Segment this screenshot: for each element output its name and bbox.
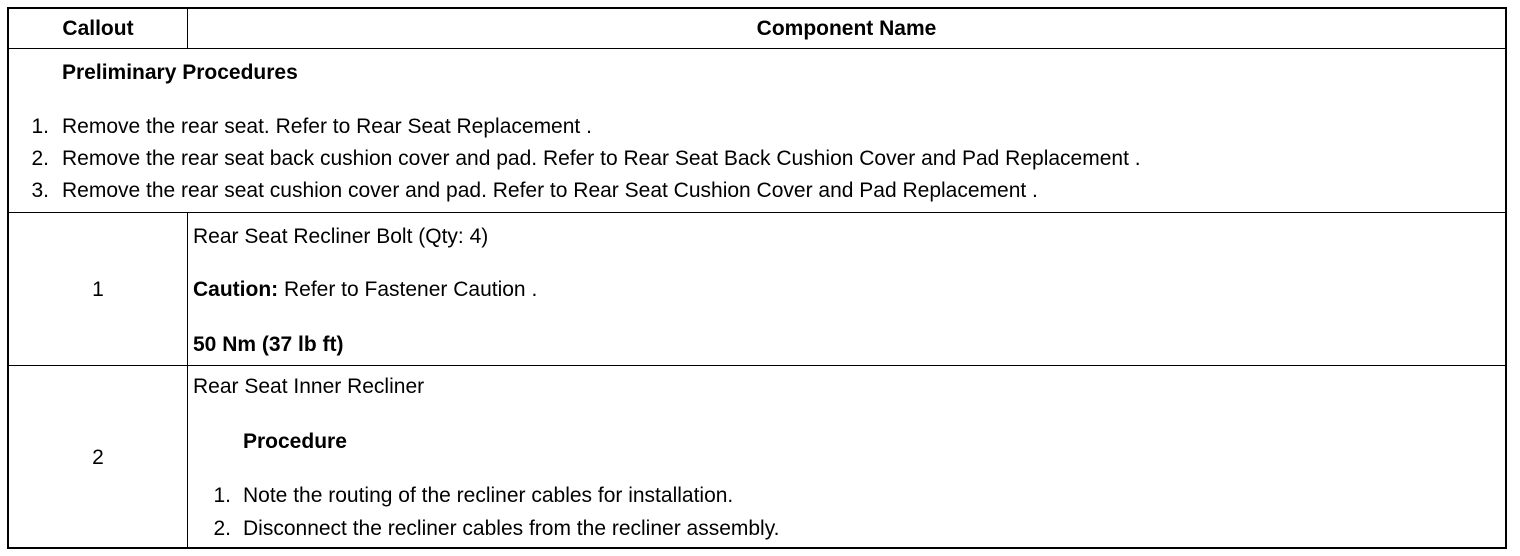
header-callout: Callout	[62, 17, 134, 40]
table-header-row	[9, 9, 1505, 49]
list-item-number: 2.	[213, 517, 231, 540]
preliminary-title: Preliminary Procedures	[62, 61, 298, 84]
table-row	[9, 366, 1505, 549]
column-divider	[187, 366, 188, 549]
callout-number: 2	[92, 446, 104, 469]
component-name: Rear Seat Inner Recliner	[193, 375, 425, 398]
procedure-title: Procedure	[243, 430, 347, 453]
column-divider	[187, 213, 188, 366]
component-name: Rear Seat Recliner Bolt (Qty: 4)	[193, 225, 489, 248]
torque-spec: 50 Nm (37 lb ft)	[193, 333, 344, 356]
list-item: Disconnect the recliner cables from the recliner assembly.	[243, 517, 780, 540]
list-item: Remove the rear seat back cushion cover and pad. Refer to Rear Seat Back Cushion Cover and Pad Replacement .	[62, 147, 1141, 170]
preliminary-procedures-section	[9, 49, 1505, 213]
list-item-number: 1.	[31, 115, 49, 138]
callout-number: 1	[92, 278, 104, 301]
list-item-number: 1.	[213, 484, 231, 507]
header-component-name: Component Name	[756, 17, 937, 40]
list-item-number: 3.	[31, 179, 49, 202]
table-row	[9, 213, 1505, 366]
caution-text: Refer to Fastener Caution .	[278, 278, 538, 301]
procedure-table	[7, 7, 1507, 549]
list-item: Note the routing of the recliner cables for installation.	[243, 484, 734, 507]
list-item: Remove the rear seat cushion cover and pad. Refer to Rear Seat Cushion Cover and Pad Replacement .	[62, 179, 1038, 202]
caution-note	[193, 278, 537, 302]
caution-label: Caution:	[193, 278, 279, 301]
list-item: Remove the rear seat. Refer to Rear Seat Replacement .	[62, 115, 592, 138]
list-item-number: 2.	[31, 147, 49, 170]
